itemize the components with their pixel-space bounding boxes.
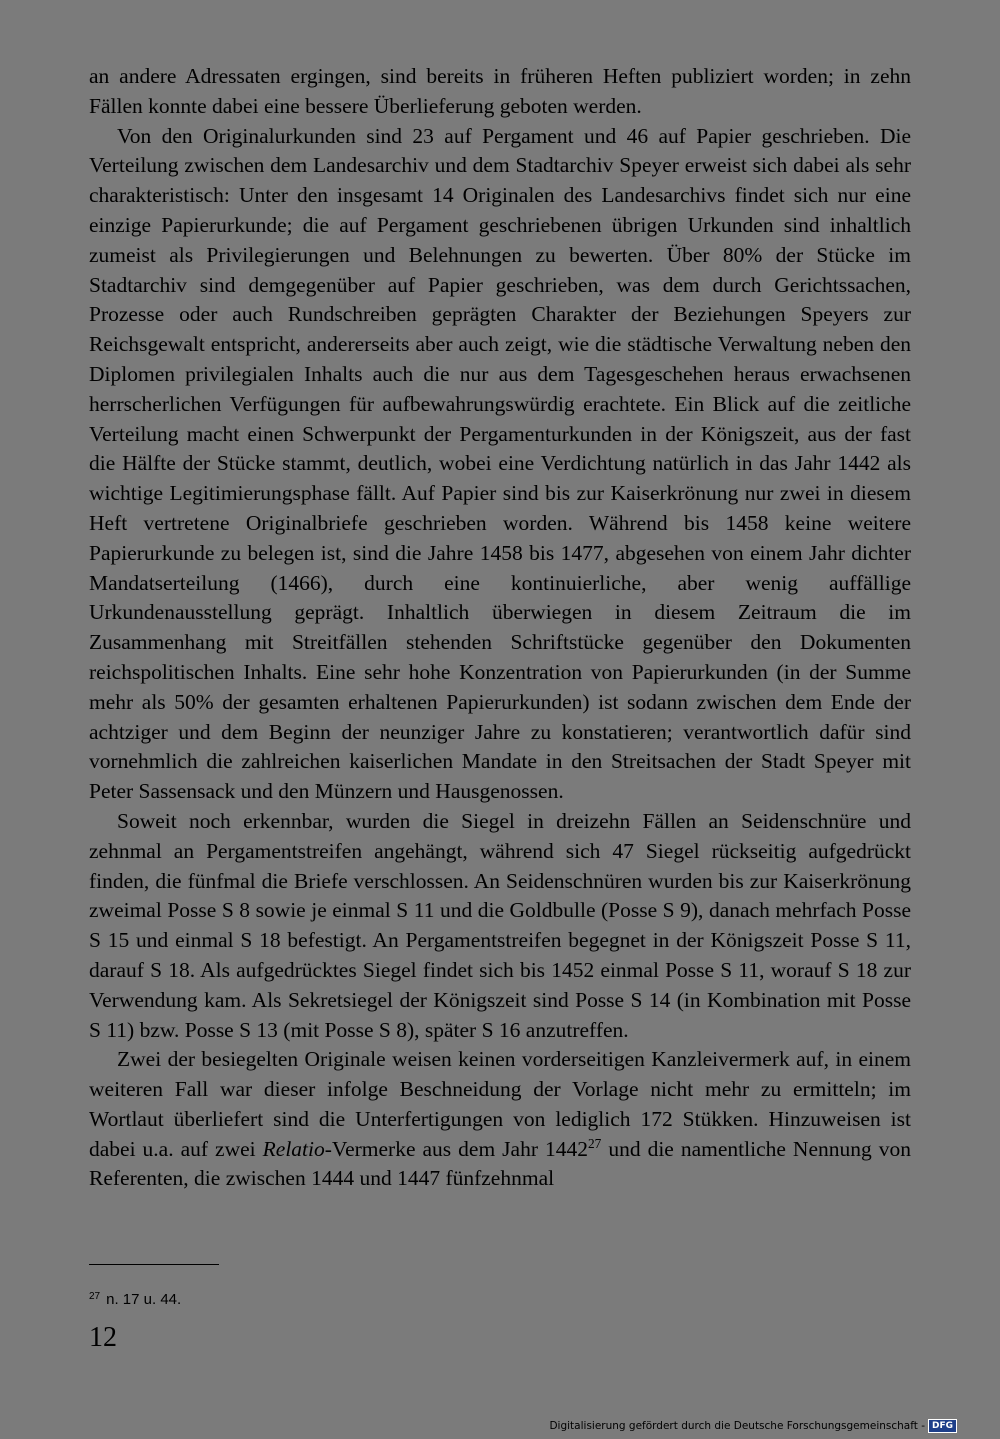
- paragraph-4: [89, 1045, 911, 1194]
- paragraph-2: Von den Originalurkunden sind 23 auf Pergament und 46 auf Papier geschrieben. Die Verteilung zwischen dem Landesarchiv und dem Stadtarchiv Speyer erweist sich dabei als sehr charakteristisch: Unter den insgesamt 14 Originalen des Landesarchivs findet sich nur eine einzige Papierurkunde; die auf Pergament geschriebenen übrigen Urkunden sind inhaltlich zumeist als Privilegierungen und Belehnungen zu bewerten. Über 80% der Stücke im Stadtarchiv sind demgegenüber auf Papier geschrieben, was dem durch Gerichtssachen, Prozesse oder auch Rundschreiben geprägten Charakter der Beziehungen Speyers zur Reichsgewalt entspricht, andererseits aber auch zeigt, wie die städtische Verwaltung neben den Diplomen privilegialen Inhalts auch die nur aus dem Tagesgeschehen heraus erwachsenen herrscherlichen Verfügungen für aufbewahrungswürdig erachtete. Ein Blick auf die zeitliche Verteilung macht einen Schwerpunkt der Pergamenturkunden in der Königszeit, aus der fast die Hälfte der Stücke stammt, deutlich, wobei eine Verdichtung natürlich in das Jahr 1442 als wichtige Legitimierungsphase fällt. Auf Papier sind bis zur Kaiserkrönung nur zwei in diesem Heft vertretene Originalbriefe geschrieben worden. Während bis 1458 keine weitere Papierurkunde zu belegen ist, sind die Jahre 1458 bis 1477, abgesehen von einem Jahr dichter Mandatserteilung (1466), durch eine kontinuierliche, aber wenig auffällige Urkundenausstellung geprägt. Inhaltlich überwiegen in diesem Zeitraum die im Zusammenhang mit Streitfällen stehenden Schriftstücke gegenüber den Dokumenten reichspolitischen Inhalts. Eine sehr hohe Konzentration von Papierurkunden (in der Summe mehr als 50% der gesamten erhaltenen Papierurkunden) ist sodann zwischen dem Ende der achtziger und dem Beginn der neunziger Jahre zu konstatieren; verantwortlich dafür sind vornehmlich die zahlreichen kaiserlichen Mandate in den Streitsachen der Stadt Speyer mit Peter Sassensack und den Münzern und Hausgenossen.: [89, 123, 911, 804]
- paragraph-4-text-b: -Vermerke aus dem Jahr 1442: [324, 1136, 588, 1161]
- paragraph-1: an andere Adressaten ergingen, sind bereits in früheren Heften publiziert worden; in zehn Fällen konnte dabei eine bessere Überlieferung geboten werden.: [89, 64, 911, 118]
- paragraph-4-text-c: und die namentliche Nennung von Referenten, die zwischen 1444 und 1447 fünfzehnmal: [89, 1136, 911, 1191]
- dfg-logo: DFG: [928, 1419, 957, 1433]
- paragraph-3: Soweit noch erkennbar, wurden die Siegel in dreizehn Fällen an Seidenschnüre und zehnmal an Pergamentstreifen angehängt, während sich 47 Siegel rückseitig aufgedrückt finden, die fünfmal die Briefe verschlossen. An Seidenschnüren wurden bis zur Kaiserkrönung zweimal Posse S 8 sowie je einmal S 11 und die Goldbulle (Posse S 9), danach mehrfach Posse S 15 und einmal S 18 befestigt. An Pergamentstreifen begegnet in der Königszeit Posse S 11, darauf S 18. Als aufgedrücktes Siegel findet sich bis 1452 einmal Posse S 11, worauf S 18 zur Verwendung kam. Als Sekretsiegel der Königszeit sind Posse S 14 (in Kombination mit Posse S 11) bzw. Posse S 13 (mit Posse S 8), später S 16 anzutreffen.: [89, 808, 911, 1042]
- footnote-reference: 27: [588, 1135, 602, 1151]
- footnote: [89, 1291, 181, 1308]
- main-text: [89, 62, 911, 1194]
- page-number: 12: [89, 1322, 117, 1353]
- italic-term: Relatio: [262, 1136, 325, 1161]
- footnote-marker: 27: [89, 1291, 101, 1302]
- funding-credit-text: Digitalisierung gefördert durch die Deutsche Forschungsgemeinschaft -: [549, 1420, 925, 1432]
- paragraph-4-text-a: Zwei der besiegelten Originale weisen keinen vorderseitigen Kanzleivermerk auf, in einem weiteren Fall war dieser infolge Beschneidung der Vorlage nicht mehr zu ermitteln; im Wortlaut überliefert sind die Unterfertigungen von lediglich 172 Stükken. Hinzuweisen ist dabei u.a. auf zwei: [89, 1047, 911, 1161]
- footnote-divider: [89, 1264, 219, 1265]
- footnote-text: n. 17 u. 44.: [106, 1291, 182, 1308]
- funding-credit: [549, 1419, 957, 1433]
